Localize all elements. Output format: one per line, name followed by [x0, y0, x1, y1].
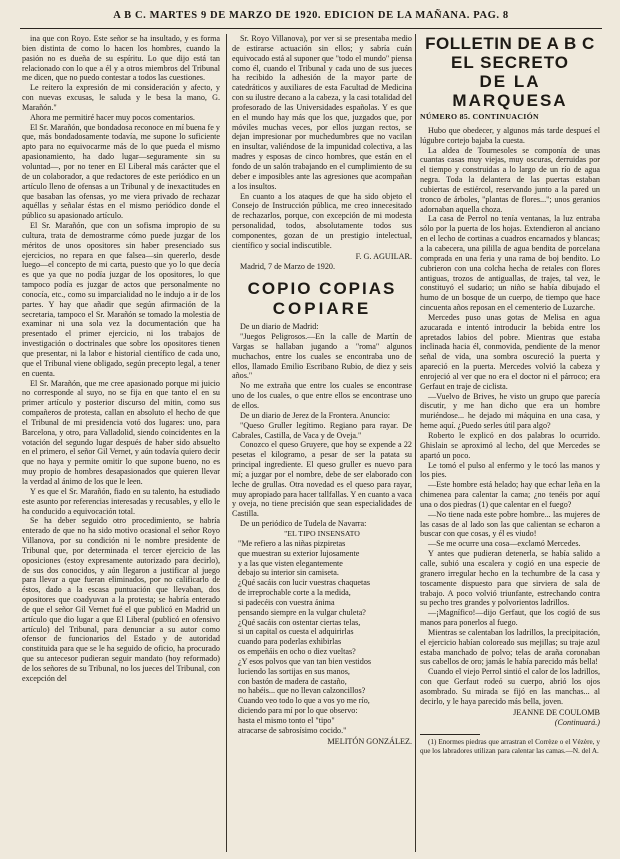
paragraph: —¡Magnífico!—dijo Gerfaut, que los cogió de sus manos para ponerlos al fuego. — [420, 608, 600, 628]
section-subtitle: COPIARE — [272, 299, 372, 319]
section-title: COPIO COPIAS — [247, 279, 397, 299]
paragraph: Cuando el viejo Perrol sintió el calor de los ladrillos, con que Gerfaut rodeó su cuerpo, abrió los ojos asombrado. Su mirada se fijó en las manchas... al decirlo, y le haya parecido más bella, joven. — [420, 667, 600, 706]
paragraph: Le tomó el pulso al enfermo y le tocó las manos y los pies. — [420, 460, 600, 480]
poem-line: no habéis... que no llevan calzoncillos? — [238, 686, 366, 696]
continued-note: (Continuará.) — [554, 718, 600, 728]
paragraph: —No tiene nada este pobre hombre... las mujeres de las casas de al lado son las que calientan se echaron a buscar con que cosas, y él es viudo! — [420, 509, 600, 539]
paragraph: Roberto le explicó en dos palabras lo ocurrido. Ghislain se aproximó al lecho, del que Mercedes se apartó un poco. — [420, 431, 600, 460]
poem-line: que muestran su exterior lujosamente — [238, 548, 360, 558]
paragraph: Mientras se calentaban los ladrillos, la precipitación, el ejercicio habían coloreado sus mejillas; su traje azul estaba manchado de polvo; telas de araña coronaban sus cabellos de oro; jamás le había parecido más bella! — [420, 627, 600, 667]
paragraph: Sr. Royo Villanova), por ver si se presentaba medio de estirarse actuación sin ellos; y sabría cuán equivocado está al suponer que "todo el mundo" piensa como él, cuando el Tribunal y cada uno de sus jueces ha recibido la adhesión de la mayor parte de catedráticos y auxiliares de esta Facultad de Medicina con su ilustre decano a la cabeza, y la casi totalidad del profesorado de las Universidades españolas. Y es que en el mundo hay más que los que, juzgados que, por móviles muchas veces, por ellos juzgan rectos, se dejan impresionar por muchedumbres que no vacilan en insultar, valiéndose de la impunidad colectiva, a las madres y esposas de cinco hombres, que están en el fondo de un salón trabajando en el cumplimiento de su deber e imposibles ante las agresiones que acompañan a los insultos. — [232, 34, 412, 191]
serial-title: EL SECRETO — [450, 53, 569, 72]
poem-line: luciendo las sortijas en sus manos, — [238, 666, 350, 676]
serial-header: FOLLETIN DE A B C — [425, 34, 595, 53]
paragraph: Conozco el queso Gruyere, que hoy se expende a 22 pesetas el kilogramo, a pesar de ser la patata su principal ingrediente. El queso gruller es nuevo para mí; a juzgar por el nombre, debe de ser elaborado con leche de grullas. Otra novedad es el queso para rayar, muy apropiado para hacer tallfallas. Y en cuanto a vaca y oveja, no tiene precisión que sean especialidades de Castilla. — [232, 440, 412, 519]
paragraph: El Sr. Marañón, que con un sofisma impropio de su cultura, trata de demostrarme cómo puede juzgar de los méritos de unos opositores sin haber presenciado sus ejercicios, no repara en que falsea—sin quererlo, desde luego—el concepto de mi carta, puesto que yo lo que decía es que ya que no podía juzgar de los opositores, lo que tampoco podía es juzgar de actos que personalmente no conocía, etc., como su imparcialidad no le indujo a ir de los partes. Y hay que añadir que según afirmación de la secretaria, tampoco el Sr. Marañón se tomado la molestia de examinar ni una sola vez la documentación que ha presentado el primer ejercicio, ni los trabajos de investigación o doctrinales que sobre los opositores tienen que presentar, ni la labor e historial científico de cada uno, que el Tribunal viene obligado, según precepto legal, a tener en cuenta. — [22, 221, 220, 378]
poem-line: de irreprochable corte a la medida, — [238, 588, 351, 598]
paragraph: La casa de Perrol no tenía ventanas, la luz entraba sólo por la puerta de los hojas. Extendieron al anciano en el lecho de cortinas a cuadros encarnados y blancas; a la cabecera, una pililla de agua bendita de porcelana comprada en una feria y una rama de boj bendito. Lo cubrieron con una colcha hecha de retales con flores antiguas, trozos de antiguallas, de trajes, tal vez, le constituyó el sudario; un niño se había dibujado el humo de un bosque de un cuerpo, de tiempo que hace cincuenta años reposan en el cementerio de Luzarche. — [420, 214, 600, 313]
paragraph: Se ha deber seguido otro procedimiento, se habría enterado de que no ha sido motivo ocasional el señor Royo Villanova, por su condición ni le nombre presidente de Tribunal que, por determinada el tercer ejercicio de las oposiciones (estoy expresamente autorizado para decirlo), de sus dos conocidos, y aún llegaron a justificar al juego para llevar a que fueran eliminados, por no calificarlo de éstos, dado a la escasa puntuación que llevaban, dos opositores que coadyuvan a la protesta; se habría enterado de que el señor Gil Vernet fué el que publicó en Madrid un artículo que dio lugar a que El Liberal (publicó en ofensivo artículo) del Tribunal, para denunciar a su autor como ofensor de funcionarios del Estado y de autoridad constituida para que se le ha seguido de oficio, ha procurado que su antecesor pudieran seguir mandato (hoy reformado) de los señores de su Tribunal, no los jueces del Tribunal, con excepción del — [22, 516, 220, 683]
header-text: A B C. MARTES 9 DE MARZO DE 1920. EDICION DE LA MAÑANA. PAG. 8 — [113, 10, 509, 21]
serial-author: JEANNE DE COULOMB — [513, 707, 600, 717]
paragraph: No me extraña que entre los cuales se encontrase uno de los cuales, o que entre ellos se encontrase uno de ellos. — [232, 381, 412, 410]
footnote: (1) Enormes piedras que arrastran el Corrèze o el Vézère, y que los labradores utilizan para calentar las camas.—N. del A. — [420, 738, 600, 755]
paragraph: —Vuelvo de Brives, he visto un grupo que parecía discutir, y me han dicho que era un hombre muriéndose... he dejado mi máquina en una casa, y heme aquí. ¿Puedo serles útil para algo? — [420, 391, 600, 431]
column-1 — [22, 34, 220, 854]
poem-line: pensando siempre en la vulgar chuleta? — [238, 607, 366, 617]
poem-line: Cuando veo todo lo que a vos yo me río, — [238, 696, 370, 706]
paragraph: En cuanto a los ataques de que ha sido objeto el Consejo de Instrucción pública, me creo innecesitado de rechazarlos, porque, con excepción de mi modesta personalidad, todos, absolutamente todos sus componentes, gozan de un prestigio intelectual, científico y social indiscutible. — [232, 191, 412, 250]
paragraph: Mercedes puso unas gotas de Melisa en agua azucarada e intentó introducir la bebida entre los apretados labios del pobre. Mientras que estaba inclinada hacia él, conmovida, pendiente de la menor señal de vida, una sombra oscureció la puerta y apareció en la puerta. Mercedes volvió la cabeza y enrojeció al ver que no era el doctor ni el párroco; era Gerfaut en traje de ciclista. — [420, 312, 600, 391]
paragraph: El Sr. Marañón, que bondadosa reconoce en mí buena fe y que, más bondadosamente todavía, me supone lo suficiente apto para no equivocarme más de lo que pueda el mismo apasionamiento, ha dado lugar—seguramente sin su voluntad—, por no tener en El Liberal más carácter que el de un colaborador, a que redactores de este periódico en un artículo lleno de ofensas a un Tribunal y de inexactitudes en que basaban las ofensas, yo me viera privado de rechazar aquéllas y señalar éstas en el mismo periódico donde el público su apasionado artículo. — [22, 122, 220, 221]
paragraph: Le reitero la expresión de mi consideración y afecto, y con nuevas excusas, le saluda y le besa la mano, G. Marañón." — [22, 83, 220, 112]
running-header — [22, 10, 600, 28]
poem-line: si un capital os cuesta el adquirirlas — [238, 627, 354, 637]
paragraph: La aldea de Tournesoles se componía de unas cuantas casas muy viejas, muy oscuras, derruidas por el tiempo y construidas a lo largo de un río de agua negra. Toda la delantera de las puertas estaban cubiertas de estiércol, reservando junto a la pared un tronco de árboles, "plantas de flores..."; unos geranios adornaban aquella choza. — [420, 145, 600, 214]
paragraph: De un diario de Jerez de la Frontera. Anuncio: — [240, 410, 391, 420]
header-rule — [20, 28, 602, 29]
paragraph: Ahora me permitiré hacer muy pocos comentarios. — [30, 112, 195, 122]
paragraph: Hubo que obedecer, y algunos más tarde despueś el lúgubre cortejo bajaba la cuesta. — [420, 125, 600, 145]
paragraph: —Este hombre está helado; hay que echar leña en la chimenea para calentar la cama; ¿no tenéis por aquí una o dos piedras (1) que calentar en el fuego? — [420, 480, 600, 509]
paragraph: —Se me ocurre una cosa—exclamó Mercedes. — [428, 539, 581, 549]
poem-line: si padecéis con vuestra ánima — [238, 597, 335, 607]
poem-line: debajo su interior sin camiseta. — [238, 568, 339, 578]
poem — [232, 539, 412, 736]
poem-line: os empeñáis en ocho o diez vueltas? — [238, 647, 356, 657]
paragraph: De un periódico de Tudela de Navarra: — [240, 519, 367, 529]
poem-line: ¿Qué sacáis con ostentar ciertas telas, — [238, 617, 361, 627]
poem-title: "EL TIPO INSENSATO — [284, 528, 360, 538]
footnote-rule — [420, 734, 480, 735]
paragraph: "Juegos Peligrosos.—En la calle de Martín de Vargas se hallaban jugando a "roma" algunos muchachos, entre los cuales se encontraba uno de ellos, llamado Emilio Escribano Rubio, de diez y seis años." — [232, 332, 412, 381]
dateline: Madrid, 7 de Marzo de 1920. — [240, 262, 335, 272]
poem-line: diciendo para mí por lo que observo: — [238, 706, 358, 716]
paragraph: "Queso Gruller legítimo. Regiano para rayar. De Cabrales, Castilla, de Vaca y de Oveja." — [232, 420, 412, 440]
paragraph: El Sr. Marañón, que me cree apasionado porque mi juicio no corresponde al suyo, no se fija en que tanto el en su primer artículo y posterior discurso del mitin, como sus compañeros de protesta, callan en absoluto el hecho de que el Tribunal de mi presidencia votó dos lugares: uno, para Barcelona, y otro, para Valladolid, siendo coincidentes en la votación del segundo lugar después de haber sido absuelto en el primero, el señor Gil Vernet, y aún todavía quiero decir que no haya y permite omitir lo que supone bueno, no es muy propio de hombres desapasionados que quieren llevar la verdad al ánimo de los que le leen. — [22, 378, 220, 486]
serial-title-2: DE LA MARQUESA — [452, 72, 568, 110]
column-divider — [226, 34, 227, 852]
paragraph: Y antes que pudieran detenerla, se había salido a calle, subió una escalera y cogió en una especie de granero irregular hecho en la techumbre de la casa y toscamente dispuesto para que sirviera de sala de trabajo. A poco volvió triunfante, estrechando contra su pecho tres grandes y polvorientos ladrillos. — [420, 549, 600, 608]
poem-line: con bastón de madera de castaño, — [238, 676, 347, 686]
poem-line: ¿Y esos polvos que van tan bien vestidos — [238, 656, 372, 666]
column-3 — [420, 34, 600, 854]
column-2 — [232, 34, 412, 854]
serial-installment: NÚMERO 85. CONTINUACIÓN — [420, 112, 539, 121]
column-divider — [415, 34, 416, 852]
paragraph: Y es que el Sr. Marañón, fiado en su talento, ha estudiado este asunto por referencias interesadas y recusables, y ello le ha conducido a equivocación total. — [22, 486, 220, 516]
poem-line: ¿Qué sacáis con lucir vuestras chaquetas — [238, 578, 370, 588]
paragraph: ina que con Royo. Este señor se ha insultado, y es forma bien distinta de como lo hacen los hombres, cuando la pasión no es dueña de su espíritu. Lo que dijo está tan relacionado con lo que a él y a otros miembros del Tribunal me dicen, que no puedo contestar a todos las cuestiones. — [22, 34, 220, 83]
poem-line: hasta el mismo tonto el "tipo" — [238, 716, 335, 725]
poem-line: atracarse de sabrosísimo cocido." — [238, 725, 347, 735]
poem-line: y a las que visten elegantemente — [238, 558, 343, 568]
poem-signature: MELITÓN GONZÁLEZ. — [327, 736, 412, 746]
poem-line: cuando para poderlas exhibirlas — [238, 637, 342, 647]
letter-signature: F. G. AGUILAR. — [355, 251, 412, 261]
paragraph: De un diario de Madrid: — [240, 322, 319, 332]
poem-line: "Me refiero a las niñas pizpiretas — [238, 538, 346, 548]
